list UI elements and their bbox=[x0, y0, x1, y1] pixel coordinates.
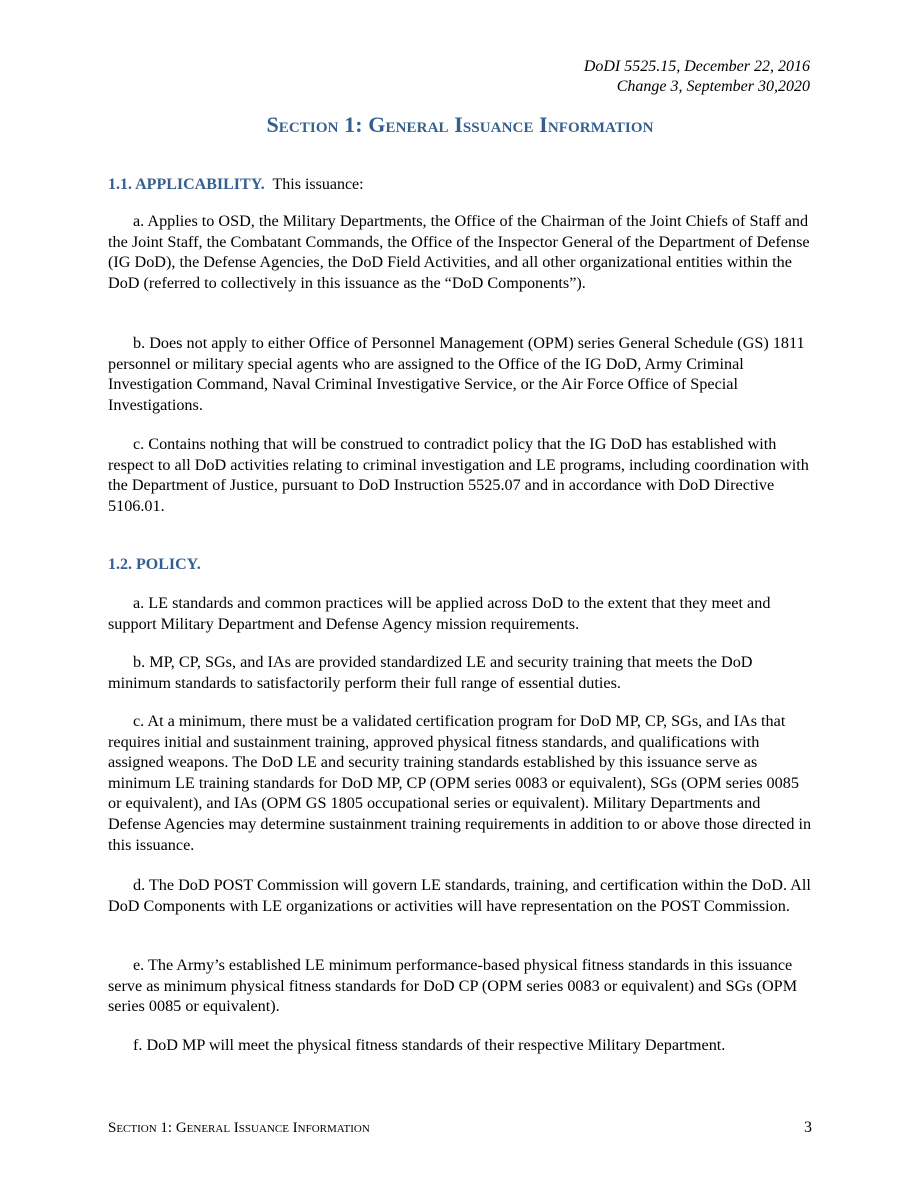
heading-applicability-label: 1.1. APPLICABILITY. bbox=[108, 176, 265, 193]
paragraph-1-2-c: c. At a minimum, there must be a validated certification program for DoD MP, CP, SGs, and IAs that requires initial and sustainment training, approved physical fitness standards, and qualifications with assigned weapons. The DoD LE and security training standards established by this issuance serve as minimum LE training standards for DoD MP, CP (OPM series 0083 or equivalent), SGs (OPM series 0085 or equivalent), and IAs (OPM GS 1805 occupational series or equivalent). Military Departments and Defense Agencies may determine sustainment training requirements in addition to or above those directed in this issuance. bbox=[108, 712, 812, 854]
paragraph-1-1-b: b. Does not apply to either Office of Personnel Management (OPM) series General Schedule (GS) 1811 personnel or military special agents who are assigned to the Office of the IG DoD, Army Criminal Investigation Command, Naval Criminal Investigative Service, or the Air Force Office of Special Investigations. bbox=[108, 334, 805, 414]
paragraph-1-1-c: c. Contains nothing that will be construed to contradict policy that the IG DoD has established with respect to all DoD activities relating to criminal investigation and LE programs, including coordination with the Department of Justice, pursuant to DoD Instruction 5525.07 and in accordance with DoD Directive 5106.01. bbox=[108, 435, 809, 515]
paragraph-1-1-a: a. Applies to OSD, the Military Departments, the Office of the Chairman of the Joint Chiefs of Staff and the Joint Staff, the Combatant Commands, the Office of the Inspector General of the Department of Defense (IG DoD), the Defense Agencies, the DoD Field Activities, and all other organizational entities within the DoD (referred to collectively in this issuance as the “DoD Components”). bbox=[108, 212, 810, 292]
header-line-1: DoDI 5525.15, December 22, 2016 bbox=[583, 58, 810, 75]
heading-policy bbox=[108, 555, 201, 575]
heading-applicability-lead: This issuance: bbox=[272, 176, 364, 193]
paragraph-1-2-a: a. LE standards and common practices will be applied across DoD to the extent that they meet and support Military Department and Defense Agency mission requirements. bbox=[108, 594, 771, 633]
page-footer bbox=[108, 1119, 812, 1137]
paragraph-1-2-e: e. The Army’s established LE minimum performance-based physical fitness standards in this issuance serve as minimum physical fitness standards for DoD CP (OPM series 0083 or equivalent) and SGs (OPM series 0085 or equivalent). bbox=[108, 956, 798, 1016]
paragraph-1-2-d: d. The DoD POST Commission will govern LE standards, training, and certification within the DoD. All DoD Components with LE organizations or activities will have representation on the POST Commission. bbox=[108, 876, 811, 915]
paragraph-1-2-f: f. DoD MP will meet the physical fitness standards of their respective Military Department. bbox=[133, 1036, 726, 1054]
paragraph-1-2-b: b. MP, CP, SGs, and IAs are provided standardized LE and security training that meets the DoD minimum standards to satisfactorily perform their full range of essential duties. bbox=[108, 653, 753, 692]
heading-applicability bbox=[108, 175, 364, 195]
heading-policy-label: 1.2. POLICY. bbox=[108, 556, 201, 573]
header-line-2: Change 3, September 30,2020 bbox=[616, 78, 810, 95]
page-number: 3 bbox=[804, 1119, 812, 1136]
footer-label: Section 1: General Issuance Information bbox=[108, 1120, 370, 1136]
section-title: Section 1: General Issuance Information bbox=[266, 112, 654, 137]
